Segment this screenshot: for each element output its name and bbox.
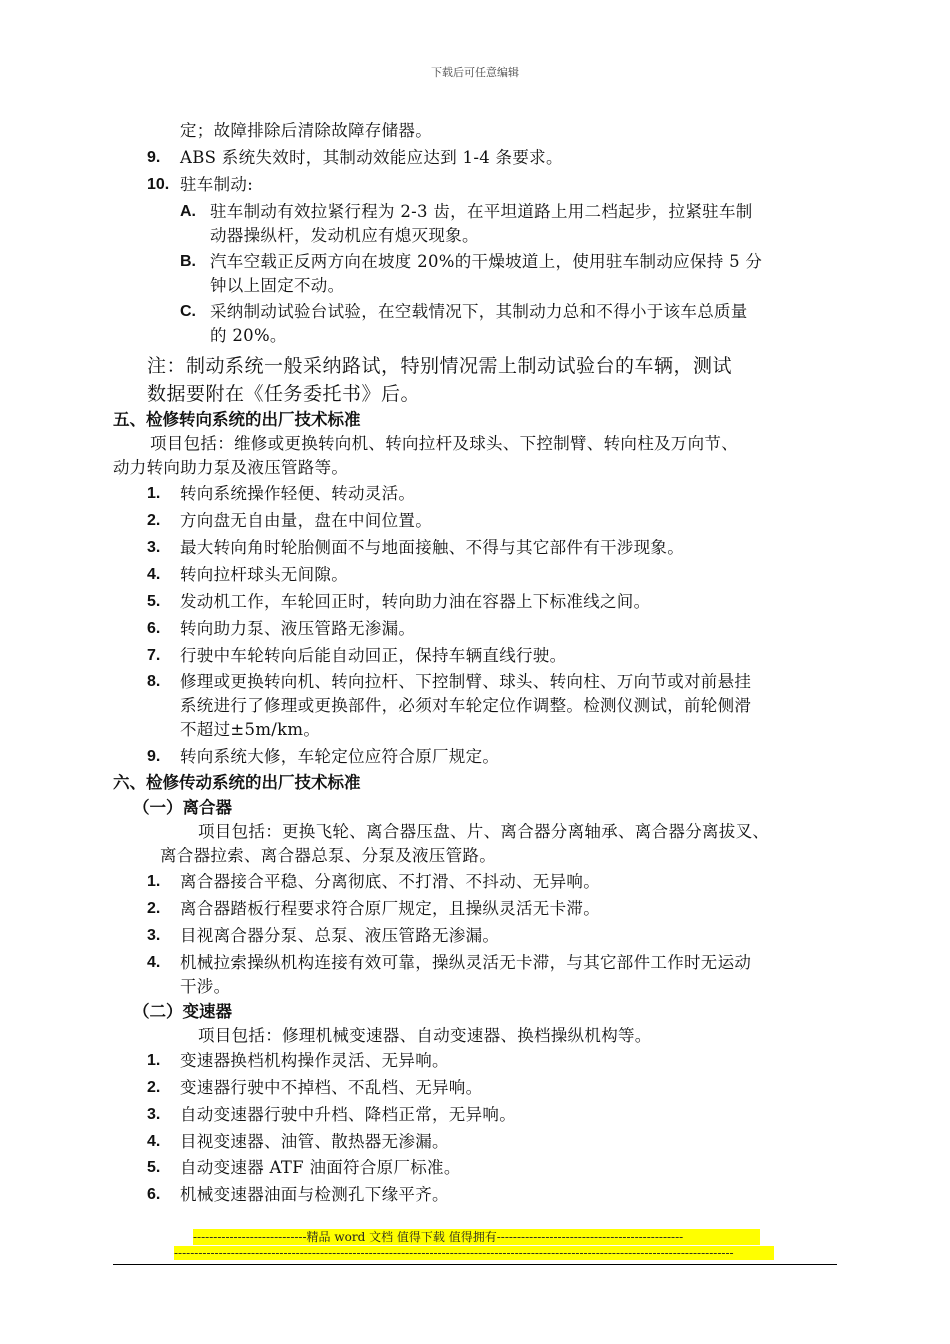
item-text: 机械变速器油面与检测孔下缘平齐。 (180, 1185, 449, 1204)
section-heading: 五、检修转向系统的出厂技术标准 (113, 410, 361, 429)
item-text: 离合器踏板行程要求符合原厂规定，且操纵灵活无卡滞。 (180, 899, 600, 918)
item-text: 修理或更换转向机、转向拉杆、下控制臂、球头、转向柱、万向节或对前悬挂 (180, 672, 752, 691)
item-text: 机械拉索操纵机构连接有效可靠，操纵灵活无卡滞，与其它部件工作时无运动 (180, 953, 752, 972)
item-text: 不超过±5m/km。 (180, 720, 321, 739)
item-number: 4. (147, 1133, 161, 1150)
item-number: 3. (147, 927, 161, 944)
item-text: 变速器行驶中不掉档、不乱档、无异响。 (180, 1078, 483, 1097)
item-number: 5. (147, 1159, 161, 1176)
subsection-intro: 离合器拉索、离合器总泵、分泵及液压管路。 (160, 846, 496, 865)
footer-rule (113, 1264, 837, 1265)
item-text: 系统进行了修理或更换部件，必须对车轮定位作调整。检测仪测试，前轮侧滑 (180, 696, 752, 715)
item-text: 驻车制动: (180, 175, 254, 194)
continued-text: 定；故障排除后清除故障存储器。 (180, 121, 432, 140)
item-number: 6. (147, 1186, 161, 1203)
item-text: 转向助力泵、液压管路无渗漏。 (180, 619, 416, 638)
subitem-letter: A. (180, 203, 196, 220)
item-number: 2. (147, 1079, 161, 1096)
item-text: 转向系统操作轻便、转动灵活。 (180, 484, 416, 503)
section-heading: 六、检修传动系统的出厂技术标准 (113, 773, 361, 792)
section-intro: 项目包括：维修或更换转向机、转向拉杆及球头、下控制臂、转向柱及万向节、 (150, 434, 738, 453)
item-number: 2. (147, 900, 161, 917)
subitem-text: 驻车制动有效拉紧行程为 2-3 齿，在平坦道路上用二档起步，拉紧驻车制 (210, 202, 753, 221)
item-number: 4. (147, 954, 161, 971)
item-text: 转向系统大修，车轮定位应符合原厂规定。 (180, 747, 500, 766)
subitem-letter: C. (180, 303, 196, 320)
subitem-text: 汽车空载正反两方向在坡度 20%的干燥坡道上，使用驻车制动应保持 5 分 (210, 252, 763, 271)
item-text: 转向拉杆球头无间隙。 (180, 565, 348, 584)
item-text: 干涉。 (180, 977, 231, 996)
note-text: 注：制动系统一般采纳路试，特别情况需上制动试验台的车辆，测试 (147, 355, 733, 377)
subitem-letter: B. (180, 253, 196, 270)
section-intro: 动力转向助力泵及液压管路等。 (113, 458, 349, 477)
item-number: 2. (147, 512, 161, 529)
subitem-text: 采纳制动试验台试验，在空载情况下，其制动力总和不得小于该车总质量 (210, 302, 748, 321)
item-number: 9. (147, 149, 161, 166)
subsection-intro: 项目包括：修理机械变速器、自动变速器、换档操纵机构等。 (198, 1026, 652, 1045)
footer-banner: ----------------------------精品 word 文档 值得下载 值得拥有---------------------------------------------- (193, 1229, 760, 1245)
item-text: 方向盘无自由量，盘在中间位置。 (180, 511, 432, 530)
subitem-text: 的 20%。 (210, 326, 287, 345)
item-number: 1. (147, 873, 161, 890)
item-number: 4. (147, 566, 161, 583)
item-number: 3. (147, 539, 161, 556)
item-text: ABS 系统失效时，其制动效能应达到 1-4 条要求。 (180, 148, 563, 167)
subsection-heading: （一）离合器 (133, 798, 232, 817)
subsection-intro: 项目包括：更换飞轮、离合器压盘、片、离合器分离轴承、离合器分离拔叉、 (198, 822, 770, 841)
subitem-text: 动器操纵杆，发动机应有熄灭现象。 (210, 226, 479, 245)
item-text: 离合器接合平稳、分离彻底、不打滑、不抖动、无异响。 (180, 872, 600, 891)
item-number: 1. (147, 1052, 161, 1069)
subitem-text: 钟以上固定不动。 (210, 276, 345, 295)
item-text: 变速器换档机构操作灵活、无异响。 (180, 1051, 449, 1070)
item-number: 7. (147, 647, 161, 664)
item-number: 10. (147, 176, 170, 193)
item-number: 1. (147, 485, 161, 502)
item-number: 8. (147, 673, 161, 690)
item-text: 自动变速器行驶中升档、降档正常，无异响。 (180, 1105, 516, 1124)
item-text: 自动变速器 ATF 油面符合原厂标准。 (180, 1158, 461, 1177)
subsection-heading: （二）变速器 (133, 1002, 232, 1021)
item-text: 行驶中车轮转向后能自动回正，保持车辆直线行驶。 (180, 646, 567, 665)
note-text: 数据要附在《任务委托书》后。 (147, 383, 421, 405)
item-number: 3. (147, 1106, 161, 1123)
item-number: 5. (147, 593, 161, 610)
item-number: 6. (147, 620, 161, 637)
page-header: 下载后可任意编辑 (431, 66, 519, 79)
item-text: 目视离合器分泵、总泵、液压管路无渗漏。 (180, 926, 500, 945)
footer-dashes: ------------------------------------------------------------------------------------------------------------------------------------------ (174, 1246, 774, 1260)
item-text: 发动机工作，车轮回正时，转向助力油在容器上下标准线之间。 (180, 592, 651, 611)
item-text: 目视变速器、油管、散热器无渗漏。 (180, 1132, 449, 1151)
item-number: 9. (147, 748, 161, 765)
item-text: 最大转向角时轮胎侧面不与地面接触、不得与其它部件有干涉现象。 (180, 538, 684, 557)
